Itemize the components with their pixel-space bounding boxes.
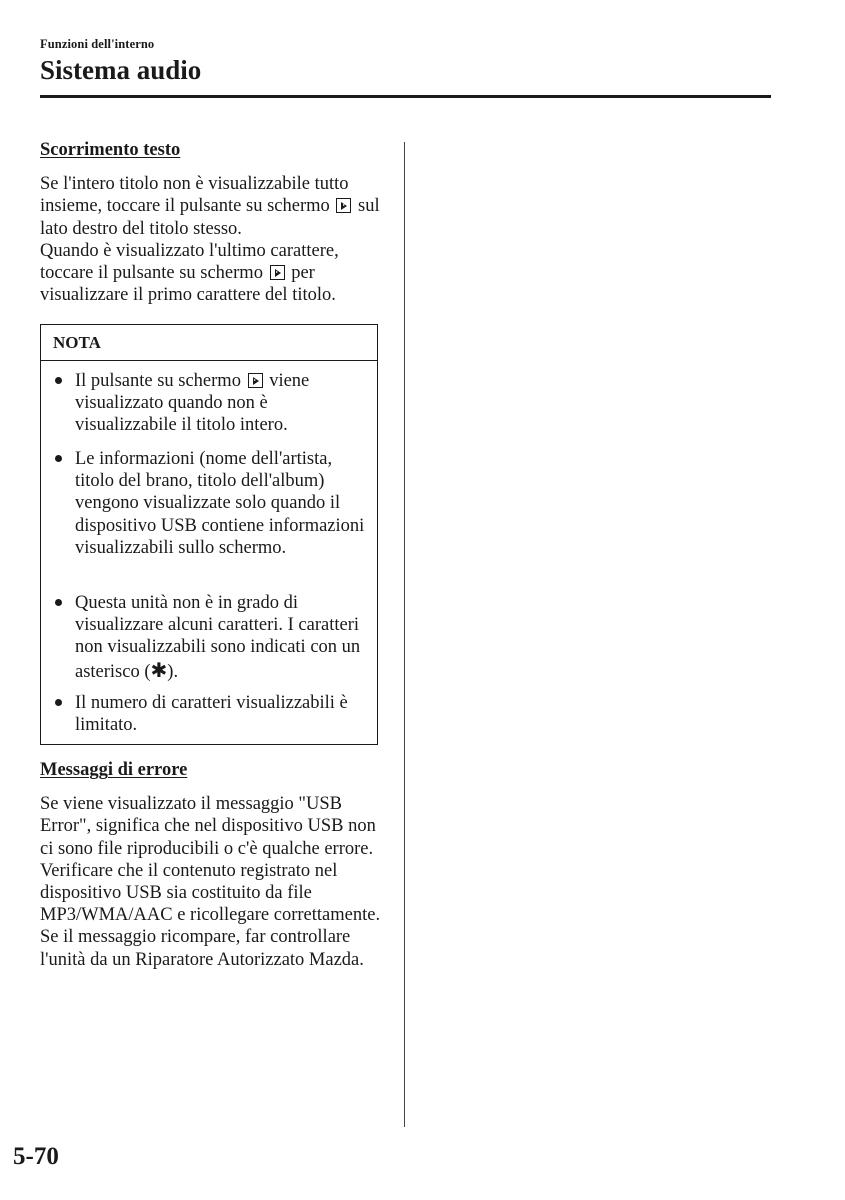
bullet-icon — [55, 699, 62, 706]
scroll-text-part-a: Se l'intero titolo non è visualizzabile tutto insieme, toccare il pulsante su schermo — [40, 174, 349, 217]
note-item-text: Il pulsante su schermo — [75, 371, 241, 391]
scroll-text-paragraph — [40, 173, 385, 306]
note-item — [75, 592, 371, 683]
error-messages-paragraph: Se viene visualizzato il messaggio "USB Error", significa che nel dispositivo USB non ci sono file riproducibili o c'è qualche errore. Verificare che il contenuto registrato nel dispositivo USB sia costituito da file MP3/WMA/AAC e ricollegare correttamente. — [40, 794, 381, 926]
note-item — [75, 370, 371, 437]
header-divider — [40, 95, 771, 98]
page-title: Sistema audio — [40, 55, 202, 85]
note-item-text: Le informazioni (nome dell'artista, titolo del brano, titolo dell'album) vengono visualizzate solo quando il dispositivo USB contiene informazioni visualizzabili sullo schermo. — [75, 449, 365, 558]
bullet-icon — [55, 377, 62, 384]
bullet-icon — [55, 455, 62, 462]
asterisk-icon: ✱ — [150, 657, 168, 682]
note-item-text: Il numero di caratteri visualizzabili è limitato. — [75, 693, 348, 736]
note-item-text: ). — [167, 661, 179, 682]
error-messages-section — [40, 759, 385, 971]
column-divider — [404, 142, 405, 1127]
scroll-text-heading: Scorrimento testo — [40, 140, 181, 160]
note-heading: NOTA — [41, 325, 377, 361]
note-item-text: Questa unità non è in grado di visualizzare alcuni caratteri. I caratteri non visualizzabili sono indicati con un asterisco ( — [75, 593, 361, 682]
note-box — [40, 324, 378, 745]
note-item — [75, 448, 371, 559]
forward-button-icon — [270, 265, 285, 280]
error-messages-paragraph: Se il messaggio ricompare, far controllare l'unità da un Riparatore Autorizzato Mazda. — [40, 927, 364, 970]
scroll-text-part-d: per visualizzare il primo carattere del titolo. — [40, 263, 336, 306]
note-item — [75, 692, 371, 736]
scroll-text-part-b: sul lato destro del titolo stesso. — [40, 196, 380, 239]
bullet-icon — [55, 599, 62, 606]
error-messages-heading: Messaggi di errore — [40, 760, 188, 780]
forward-button-icon — [336, 198, 351, 213]
scroll-text-section — [40, 139, 385, 306]
section-label: Funzioni dell'interno — [40, 37, 155, 51]
note-item-text: viene visualizzato quando non è visualizzabile il titolo intero. — [75, 371, 310, 436]
scroll-text-part-c: Quando è visualizzato l'ultimo carattere, toccare il pulsante su schermo — [40, 240, 339, 284]
forward-button-icon — [248, 373, 263, 388]
page-number: 5-70 — [13, 1143, 59, 1170]
